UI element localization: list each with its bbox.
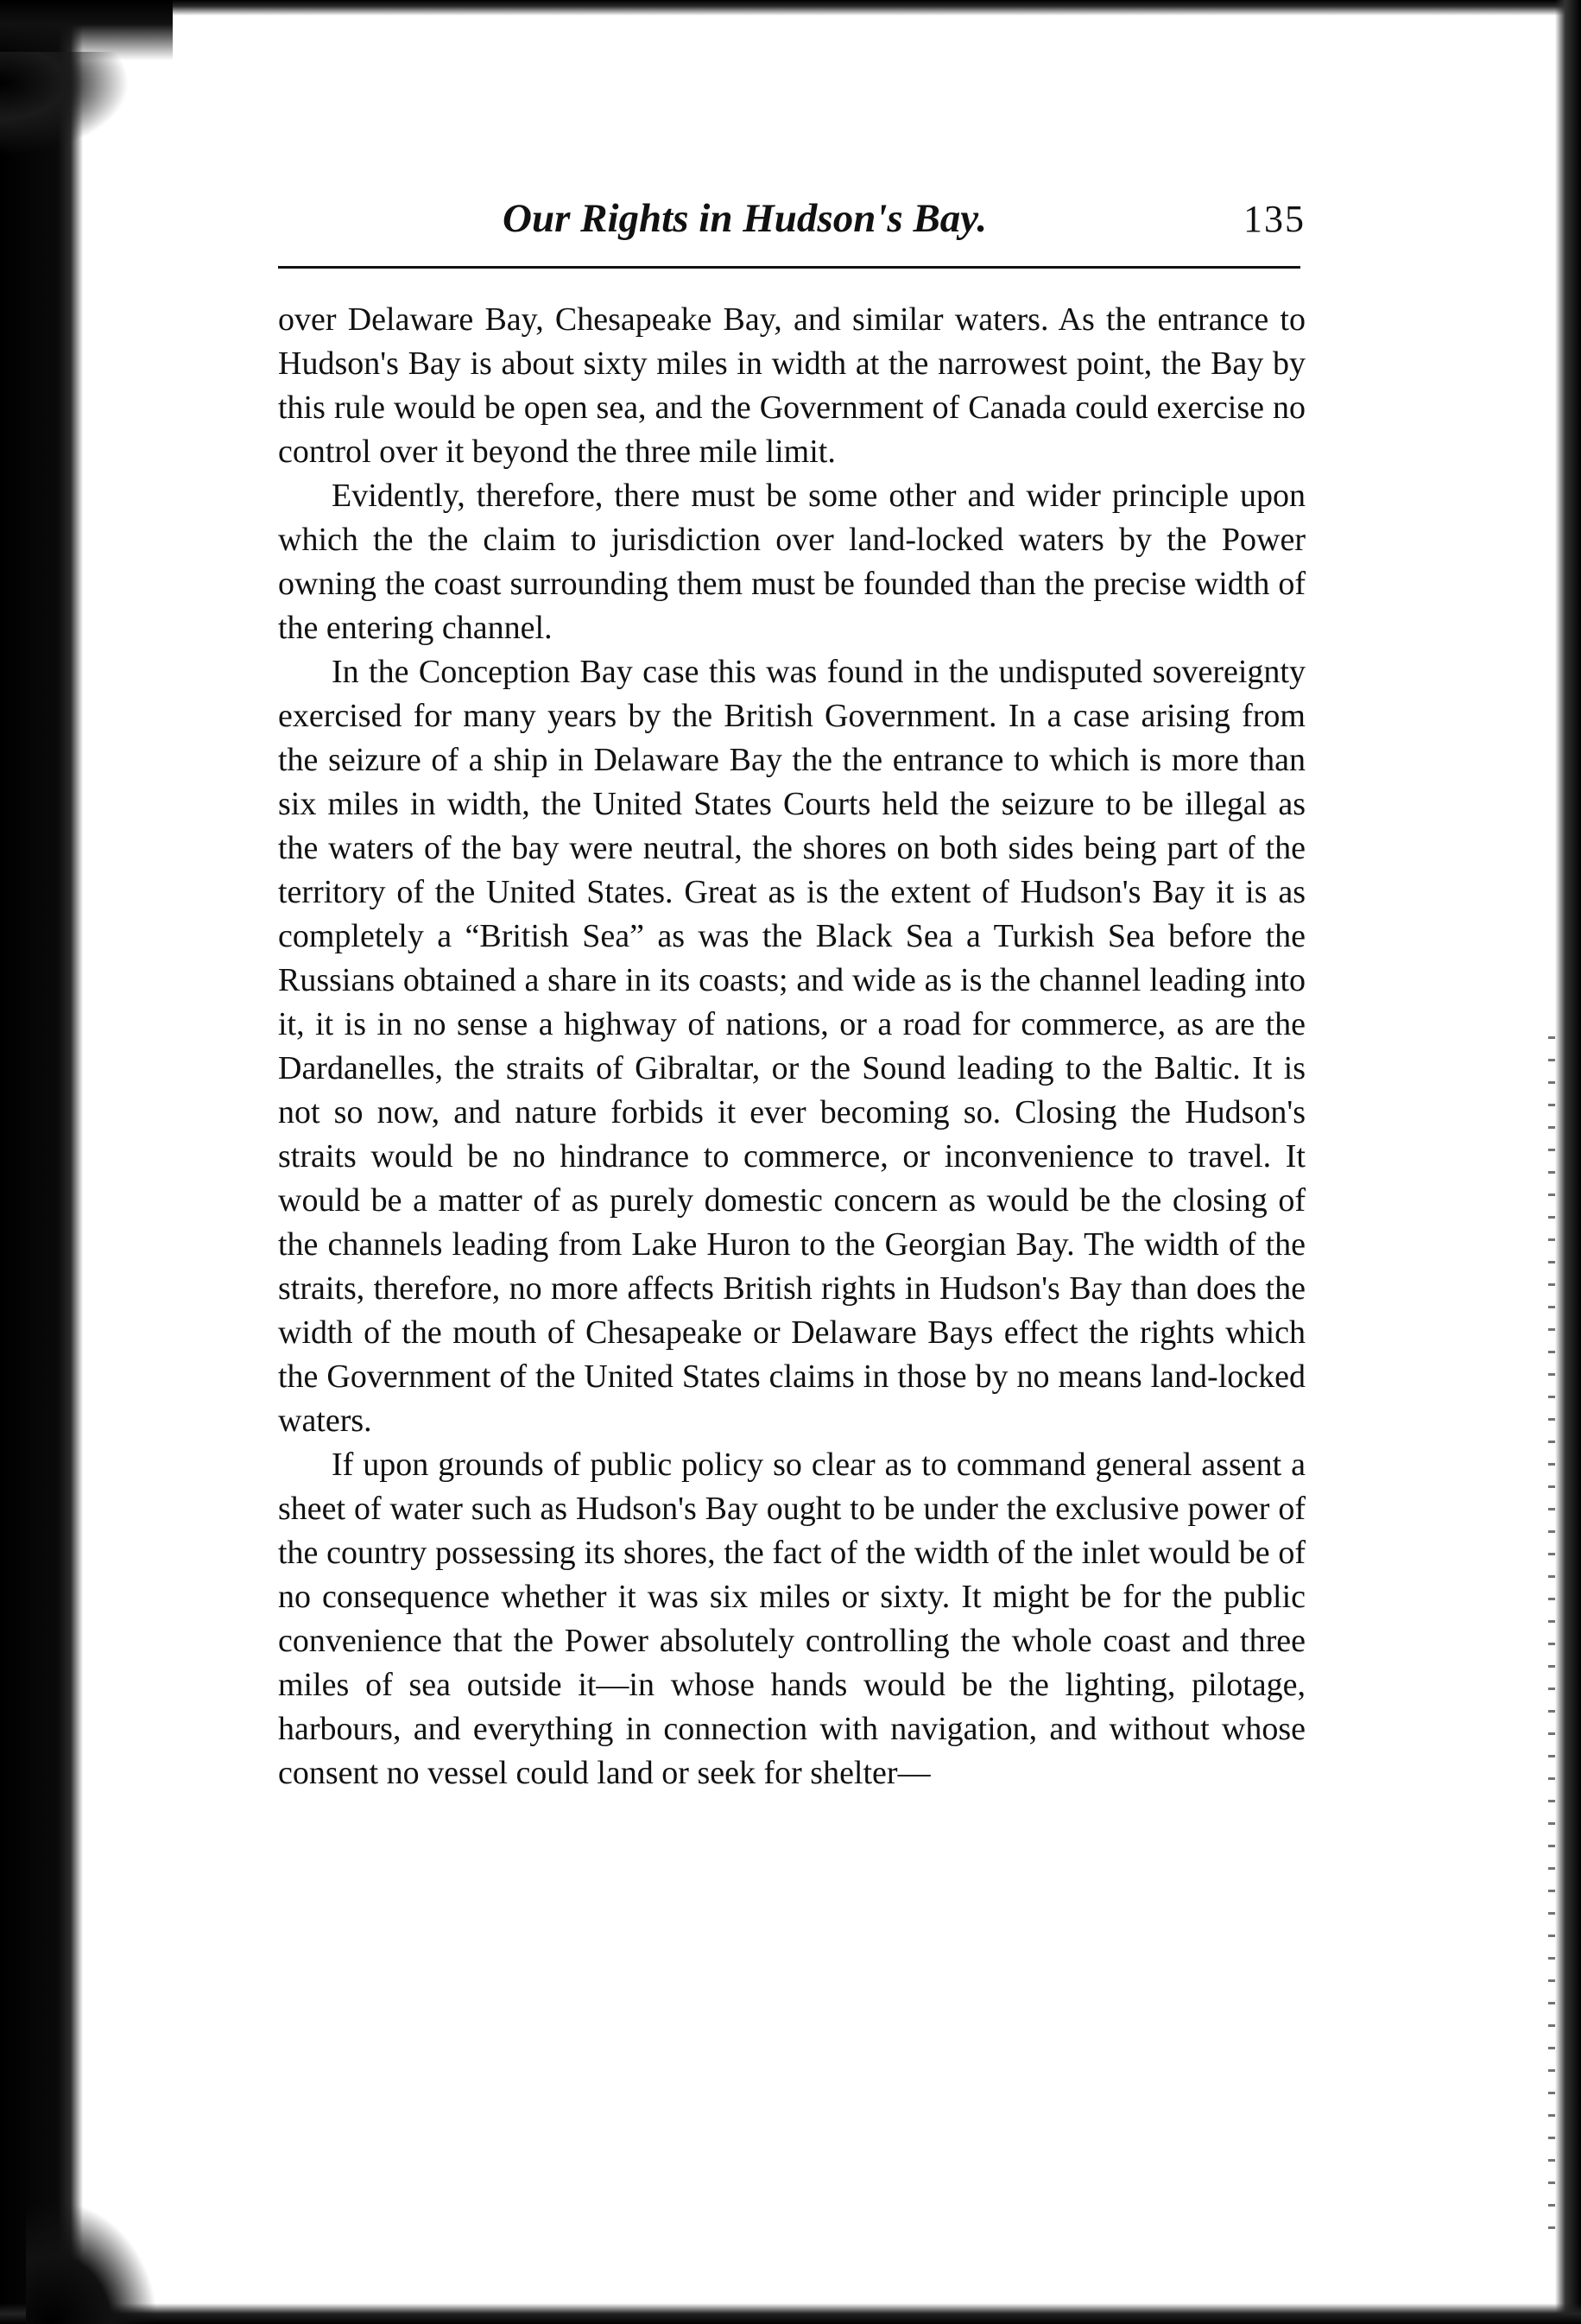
scan-right-edge	[1555, 0, 1581, 2324]
running-title: Our Rights in Hudson's Bay.	[503, 196, 988, 241]
paragraph: Evidently, therefore, there must be some other and wider principle upon which the the claim to jurisdiction over land-locked waters by the Power owning the coast surrounding them must be founded than the precise width of the entering channel.	[278, 478, 1306, 646]
page-body	[278, 298, 1306, 1795]
scan-bottom-edge	[0, 2303, 1581, 2324]
scan-top-edge	[0, 0, 1581, 16]
paragraph: over Delaware Bay, Chesapeake Bay, and similar waters. As the entrance to Hudson's Bay is about sixty miles in width at the narrowest point, the Bay by this rule would be open sea, and the Government of Canada could exercise no control over it beyond the three mile limit.	[278, 301, 1306, 470]
paragraph: If upon grounds of public policy so clear as to command general assent a sheet of water such as Hudson's Bay ought to be under the exclusive power of the country possessing its shores, the fact of the width of the inlet would be of no consequence whether it was six miles or sixty. It might be for the public convenience that the Power absolutely controlling the whole coast and three miles of sea outside it—in whose hands would be the lighting, pilotage, harbours, and everything in connection with navigation, and without whose consent no vessel could land or seek for shelter—	[278, 1447, 1306, 1791]
running-head	[278, 185, 1306, 263]
page-number: 135	[1243, 198, 1306, 240]
scan-right-speckles	[1548, 1036, 1555, 2245]
paragraph: In the Conception Bay case this was found in the undisputed sovereignty exercised for many years by the British Government. In a case arising from the seizure of a ship in Delaware Bay the the entrance to which is more than six miles in width, the United States Courts held the seizure to be illegal as the waters of the bay were neutral, the shores on both sides being part of the territory of the United States. Great as is the extent of Hudson's Bay it is as completely a “British Sea” as was the Black Sea a Turkish Sea before the Russians obtained a share in its coasts; and wide as is the channel leading into it, it is in no sense a highway of nations, or a road for commerce, as are the Dardanelles, the straits of Gibraltar, or the Sound leading to the Baltic. It is not so now, and nature forbids it ever becoming so. Closing the Hudson's straits would be no hindrance to commerce, or inconvenience to travel. It would be a matter of as purely domestic concern as would be the closing of the channels leading from Lake Huron to the Georgian Bay. The width of the straits, therefore, no more affects British rights in Hudson's Bay than does the width of the mouth of Chesapeake or Delaware Bays effect the rights which the Government of the United States claims in those by no means land-locked waters.	[278, 654, 1306, 1439]
scan-binding-shadow	[0, 0, 83, 2324]
scan-corner-blot	[0, 52, 130, 155]
scan-bottom-blot	[26, 2203, 155, 2324]
header-rule	[278, 266, 1300, 269]
